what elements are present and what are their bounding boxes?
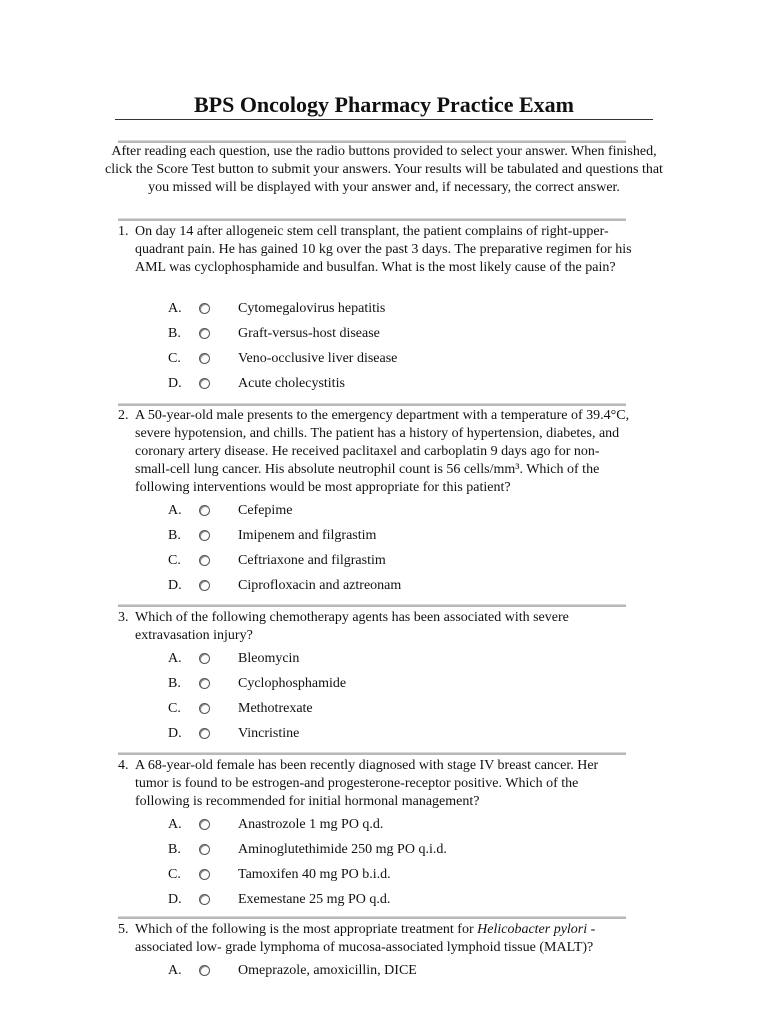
radio-button[interactable] [199,819,210,830]
radio-button[interactable] [199,555,210,566]
option-c[interactable] [0,350,768,370]
option-letter: A. [168,301,182,316]
option-letter: A. [168,503,182,518]
option-letter: A. [168,963,182,978]
radio-button[interactable] [199,378,210,389]
radio-button[interactable] [199,580,210,591]
question-text: A 68-year-old female has been recently diagnosed with stage IV breast cancer. Her tumor is found to be estrogen-and progesterone-receptor positive. Which of the following is recommended for initial hormonal management? [135,758,599,809]
option-label: Imipenem and filgrastim [238,528,377,543]
option-label: Acute cholecystitis [238,376,345,391]
option-label: Methotrexate [238,701,313,716]
radio-button[interactable] [199,653,210,664]
radio-button[interactable] [199,678,210,689]
radio-button[interactable] [199,530,210,541]
option-letter: A. [168,817,182,832]
question-number: 2. [118,408,129,423]
option-letter: C. [168,701,181,716]
question-number: 3. [118,610,129,625]
option-label: Cefepime [238,503,293,518]
option-a[interactable] [0,816,768,836]
radio-button[interactable] [199,703,210,714]
option-letter: A. [168,651,182,666]
option-label: Ciprofloxacin and aztreonam [238,578,402,593]
option-label: Cytomegalovirus hepatitis [238,301,386,316]
question-number: 5. [118,922,129,937]
question-text-start: Which of the following is the most appropriate treatment for [135,922,478,937]
divider [118,604,626,607]
divider [118,752,626,755]
option-b[interactable] [0,841,768,861]
option-a[interactable] [0,502,768,522]
option-label: Exemestane 25 mg PO q.d. [238,892,391,907]
option-d[interactable] [0,375,768,395]
option-label: Vincristine [238,726,300,741]
option-label: Ceftriaxone and filgrastim [238,553,386,568]
question-text: Which of the following chemotherapy agents has been associated with severe extravasation injury? [135,610,569,643]
option-label: Bleomycin [238,651,300,666]
option-d[interactable] [0,725,768,745]
option-c[interactable] [0,866,768,886]
option-label: Anastrozole 1 mg PO q.d. [238,817,384,832]
divider [118,403,626,406]
option-letter: C. [168,351,181,366]
option-letter: D. [168,892,182,907]
option-label: Aminoglutethimide 250 mg PO q.i.d. [238,842,447,857]
page-title: BPS Oncology Pharmacy Practice Exam [193,92,575,117]
radio-button[interactable] [199,844,210,855]
option-letter: B. [168,326,181,341]
radio-button[interactable] [199,965,210,976]
question-number: 4. [118,758,129,773]
option-letter: D. [168,726,182,741]
question-text-end: -associated low- grade lymphoma of mucosa-associated lymphoid tissue (MALT)? [135,922,596,955]
option-c[interactable] [0,552,768,572]
option-label: Graft-versus-host disease [238,326,380,341]
option-letter: D. [168,578,182,593]
option-letter: B. [168,842,181,857]
option-b[interactable] [0,325,768,345]
divider [118,916,626,919]
option-letter: B. [168,676,181,691]
radio-button[interactable] [199,328,210,339]
option-c[interactable] [0,700,768,720]
option-label: Cyclophosphamide [238,676,347,691]
radio-button[interactable] [199,505,210,516]
radio-button[interactable] [199,303,210,314]
question-text [135,921,633,957]
radio-button[interactable] [199,869,210,880]
option-b[interactable] [0,675,768,695]
radio-button[interactable] [199,894,210,905]
option-d[interactable] [0,891,768,911]
option-a[interactable] [0,650,768,670]
option-label: Tamoxifen 40 mg PO b.i.d. [238,867,391,882]
title-underline [115,119,653,120]
option-label: Omeprazole, amoxicillin, DICE [238,963,417,978]
option-a[interactable] [0,300,768,320]
option-letter: C. [168,553,181,568]
radio-button[interactable] [199,728,210,739]
option-b[interactable] [0,527,768,547]
question-number: 1. [118,224,129,239]
question-text: A 50-year-old male presents to the emergency department with a temperature of 39.4°C, severe hypotension, and chills. The patient has a history of hypertension, diabetes, and coronary artery disease. He received paclitaxel and carboplatin 9 days ago for non-small-cell lung cancer. His absolute neutrophil count is 56 cells/mm³. Which of the following interventions would be most appropriate for this patient? [135,408,630,495]
option-label: Veno-occlusive liver disease [238,351,398,366]
question-text-italic: Helicobacter pylori [477,922,588,937]
radio-button[interactable] [199,353,210,364]
option-letter: C. [168,867,181,882]
divider [118,218,626,221]
instructions: After reading each question, use the radio buttons provided to select your answer. When finished, click the Score Test button to submit your answers. Your results will be tabulated and questions that you missed will be displayed with your answer and, if necessary, the correct answer. [105,144,663,195]
option-a[interactable] [0,962,768,982]
option-letter: D. [168,376,182,391]
option-letter: B. [168,528,181,543]
option-d[interactable] [0,577,768,597]
question-text: On day 14 after allogeneic stem cell transplant, the patient complains of right-upper-quadrant pain. He has gained 10 kg over the past 3 days. The preparative regimen for his AML was cyclophosphamide and busulfan. What is the most likely cause of the pain? [135,224,632,275]
